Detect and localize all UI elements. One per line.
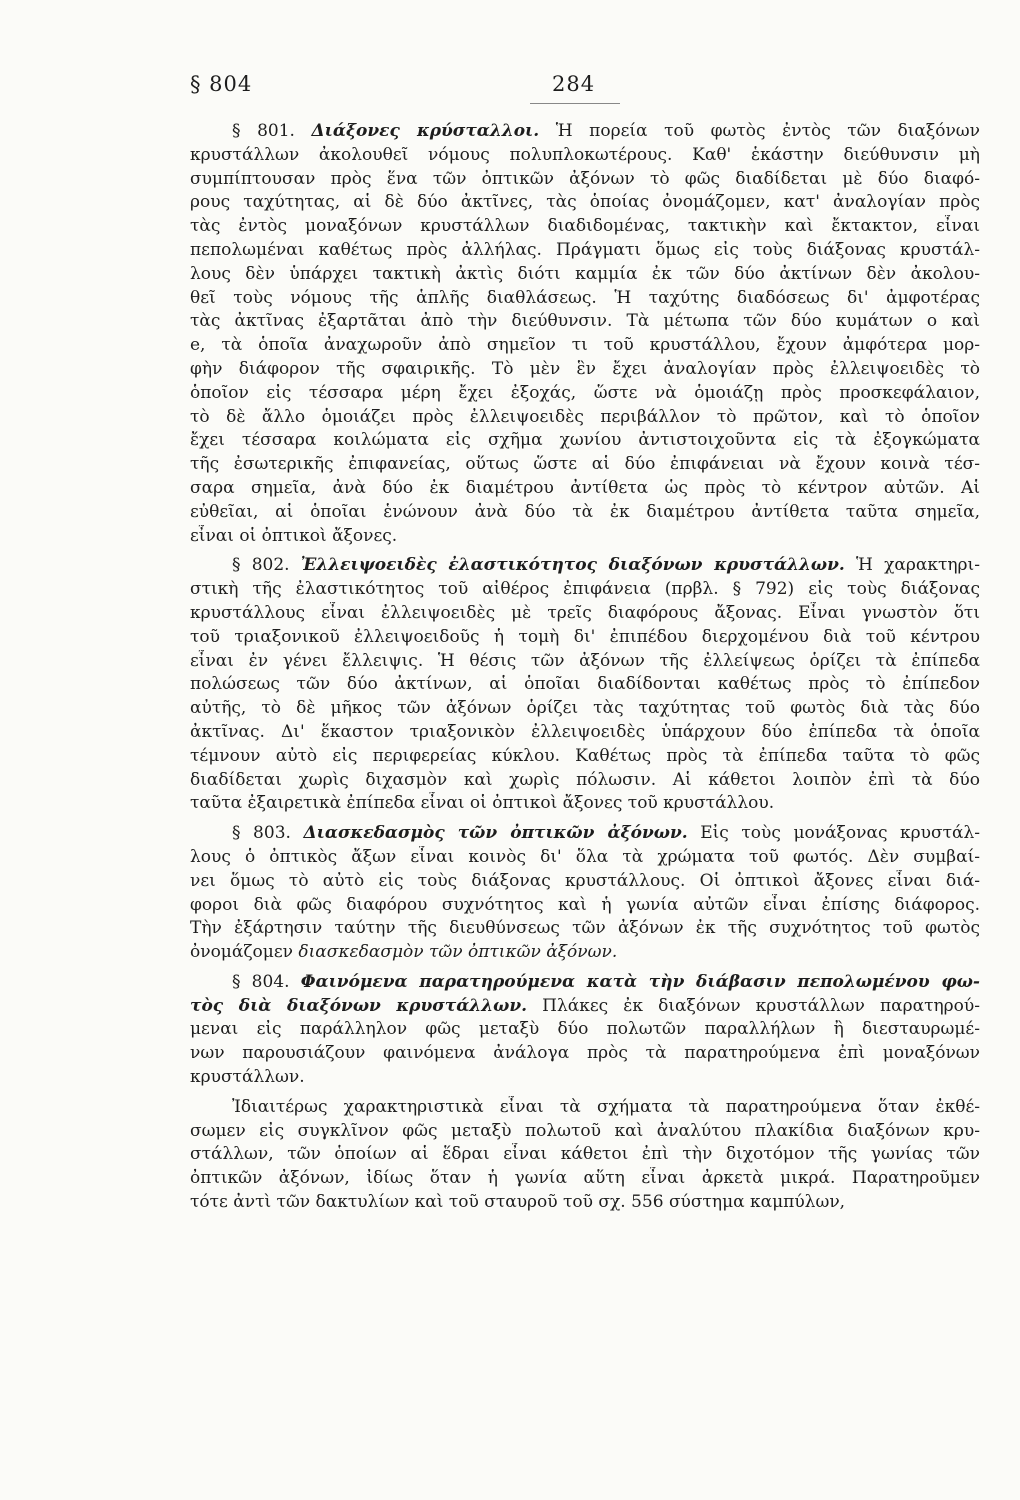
text-line: νει ὅμως τὸ αὐτὸ εἰς τοὺς διάξονας κρυστάλλους. Οἱ ὀπτικοὶ ἄξονες εἶναι διά- [190,870,980,891]
text-line: κρυστάλλων ἀκολουθεῖ νόμους πολυπλοκωτέρους. Καθ' ἑκάστην διεύθυνσιν μὴ [190,144,980,165]
text-line: ὀπτικῶν ἀξόνων, ἰδίως ὅταν ἡ γωνία αὕτη εἶναι ἀρκετὰ μικρά. Παρατηροῦμεν [190,1168,980,1189]
text-line: εὐθεῖαι, αἱ ὁποῖαι ἑνώνουν ἀνὰ δύο τὰ ἐκ διαμέτρου ἀντίθετα ταῦτα σημεῖα, [190,501,980,522]
section-heading: Διασκεδασμὸς τῶν ὀπτικῶν ἀξόνων. [303,823,688,844]
page-number: 284 [552,72,596,96]
text-line: κρυστάλλους εἶναι ἐλλειψοειδὲς μὲ τρεῖς διαφόρους ἄξονας. Εἶναι γνωστὸν ὅτι [190,602,980,623]
text-line: Ἰδιαιτέρως χαρακτηριστικὰ εἶναι τὰ σχήματα τὰ παρατηρούμενα ὅταν ἐκθέ- [232,1096,980,1117]
text-line: πεπολωμέναι καθέτως πρὸς ἀλλήλας. Πράγματι ὅμως εἰς τοὺς διάξονας κρυστάλ- [190,239,980,260]
text-line [190,971,980,995]
text-line: ἔχει τέσσαρα κοιλώματα εἰς σχῆμα χωνίου ἀντιστοιχοῦντα εἰς τὰ ἐξογκώματα [190,430,980,451]
header-section-number: § 804 [190,72,253,96]
paragraph [190,554,980,816]
text-line [190,822,980,846]
text-line: φὴν διάφορον τῆς σφαιρικῆς. Τὸ μὲν ἓν ἔχει ἀναλογίαν πρὸς ἐλλειψοειδὲς τὸ [190,358,980,379]
text-line: στάλλων, τῶν ὁποίων αἱ ἕδραι εἶναι κάθετοι ἐπὶ τὴν διχοτόμον τῆς γωνίας τῶν [190,1144,980,1165]
text-line: σαρα σημεῖα, ἀνὰ δύο ἐκ διαμέτρου ἀντίθετα ὡς πρὸς τὸ κέντρον αὐτῶν. Αἱ [190,477,980,498]
text-line: τῆς ἐσωτερικῆς ἐπιφανείας, οὕτως ὥστε αἱ δύο ἐπιφάνειαι νὰ ἔχουν κοινὰ τέσ- [190,454,980,475]
section-heading: Διάξονες κρύσταλλοι. [311,121,540,141]
text-line: τὰς ἀκτῖνας ἐξαρτᾶται ἀπὸ τὴν διεύθυνσιν. Τὰ μέτωπα τῶν δύο κυμάτων ο καὶ [190,311,980,332]
text-line: τοῦ τριαξονικοῦ ἐλλειψοειδοῦς ἡ τομὴ δι' ἐπιπέδου διερχομένου διὰ τοῦ κέντρου [190,626,980,647]
text-line: Τὴν ἐξάρτησιν ταύτην τῆς διευθύνσεως τῶν ἀξόνων ἐκ τῆς συχνότητος τοῦ φωτὸς [190,918,980,939]
text-line: ταῦτα ἐξαιρετικὰ ἐπίπεδα εἶναι οἱ ὀπτικοὶ ἄξονες τοῦ κρυστάλλου. [190,793,775,814]
text-line: συμπίπτουσαν πρὸς ἕνα τῶν ὀπτικῶν ἀξόνων τὸ φῶς διαδίδεται μὲ δύο διαφό- [190,168,980,189]
text-line: σωμεν εἰς συγκλῖνον φῶς μεταξὺ πολωτοῦ καὶ ἀναλύτου πλακίδια διαξόνων κρυ- [190,1120,980,1141]
section-heading: Φαινόμενα παρατηρούμενα κατὰ τὴν διάβασιν πεπολωμένου φω- [300,971,980,992]
text-line: λους δὲν ὑπάρχει τακτικὴ ἀκτὶς διότι καμμία ἐκ τῶν δύο ἀκτίνων δὲν ἀκολου- [190,263,980,284]
header-rule [530,103,620,104]
text-line: λους ὁ ὀπτικὸς ἄξων εἶναι κοινὸς δι' ὅλα τὰ χρώματα τοῦ φωτός. Δὲν συμβαί- [190,846,980,867]
paragraph [190,1096,980,1215]
text-run: Εἰς τοὺς μονάξονας κρυστάλ- [687,823,980,844]
text-line: τότε ἀντὶ τῶν δακτυλίων καὶ τοῦ σταυροῦ τοῦ σχ. 556 σύστημα καμπύλων, [190,1192,846,1213]
text-line [190,941,980,965]
text-line: νων παρουσιάζουν φαινόμενα ἀνάλογα πρὸς τὰ παρατηρούμενα ἐπὶ μοναξόνων [190,1043,980,1064]
text-line: ὁποῖον εἰς τέσσαρα μέρη ἔχει ἐξοχάς, ὥστε νὰ ὁμοιάζῃ πρὸς προσκεφάλαιον, [190,382,980,403]
paragraph [190,971,980,1090]
section-heading: Ἐλλειψοειδὲς ἐλαστικότητος διαξόνων κρυστάλλων. [300,555,845,576]
section-number: § 803. [232,823,304,844]
text-line [190,995,980,1019]
text-run: ὀνομάζομεν [190,942,299,963]
running-header [190,72,980,112]
text-line: τέμνουν αὐτὸ εἰς περιφερείας κύκλου. Καθέτως πρὸς τὰ ἐπίπεδα ταῦτα τὸ φῶς [190,745,980,766]
text-line: e, τὰ ὁποῖα ἀναχωροῦν ἀπὸ σημεῖον τι τοῦ κρυστάλλου, ἔχουν ἀμφότερα μορ- [190,335,980,356]
text-line: διαδίδεται χωρὶς διχασμὸν καὶ χωρὶς πόλωσιν. Αἱ κάθετοι λοιπὸν ἐπὶ τὰ δύο [190,769,980,790]
text-run: Ἡ πορεία τοῦ φωτὸς ἐντὸς τῶν διαξόνων [539,121,980,141]
section-number: § 801. [232,121,312,141]
text-line: εἶναι ἐν γένει ἔλλειψις. Ἡ θέσις τῶν ἀξόνων τῆς ἐλλείψεως ὁρίζει τὰ ἐπίπεδα [190,650,980,671]
text-line [190,120,980,144]
text-line: φοροι διὰ φῶς διαφόρου συχνότητος καὶ ἡ γωνία αὐτῶν εἶναι ἐπίσης διάφορος. [190,894,980,915]
text-line: τὰς ἐντὸς μοναξόνων κρυστάλλων διαδιδομένας, τακτικὴν καὶ ἔκτακτον, εἶναι [190,216,980,237]
section-number: § 802. [232,555,301,576]
text-line: θεῖ τοὺς νόμους τῆς ἁπλῆς διαθλάσεως. Ἡ ταχύτης διαδόσεως δι' ἀμφοτέρας [190,287,980,308]
section-number: § 804. [232,971,301,992]
section-heading: τὸς διὰ διαξόνων κρυστάλλων. [190,995,528,1016]
text-line: μεναι εἰς παράλληλον φῶς μεταξὺ δύο πολωτῶν παραλλήλων ἢ διεσταυρωμέ- [190,1019,980,1040]
text-line: εἶναι οἱ ὀπτικοὶ ἄξονες. [190,525,398,546]
text-line: ἀκτῖνας. Δι' ἕκαστον τριαξονικὸν ἐλλειψοειδὲς ὑπάρχουν δύο ἐπίπεδα τὰ ὁποῖα [190,721,980,742]
paragraph [190,120,980,548]
text-line: τὸ δὲ ἄλλο ὁμοιάζει πρὸς ἐλλειψοειδὲς περιβάλλον τὸ πρῶτον, καὶ τὸ ὁποῖον [190,406,980,427]
paragraph [190,822,980,965]
text-run: Ἡ χαρακτηρι- [844,555,980,576]
text-line: πολώσεως τῶν δύο ἀκτίνων, αἱ ὁποῖαι διαδίδονται καθέτως πρὸς τὸ ἐπίπεδον [190,674,980,695]
text-line [190,554,980,578]
text-line: ρους ταχύτητας, αἱ δὲ δύο ἀκτῖνες, τὰς ὁποίας ὀνομάζομεν, κατ' ἀναλογίαν πρὸς [190,192,980,213]
text-run: Πλάκες ἐκ διαξόνων κρυστάλλων παρατηρού- [527,995,980,1016]
text-line: αὐτῆς, τὸ δὲ μῆκος τῶν ἀξόνων ὁρίζει τὰς ταχύτητας τοῦ φωτὸς διὰ τὰς δύο [190,698,980,719]
italic-term: διασκεδασμὸν τῶν ὀπτικῶν ἀξόνων. [298,942,618,963]
body-text [190,120,980,1215]
text-line: στικὴ τῆς ἐλαστικότητος τοῦ αἰθέρος ἐπιφάνεια (πρβλ. § 792) εἰς τοὺς διάξονας [190,579,980,600]
text-line: κρυστάλλων. [190,1067,305,1088]
